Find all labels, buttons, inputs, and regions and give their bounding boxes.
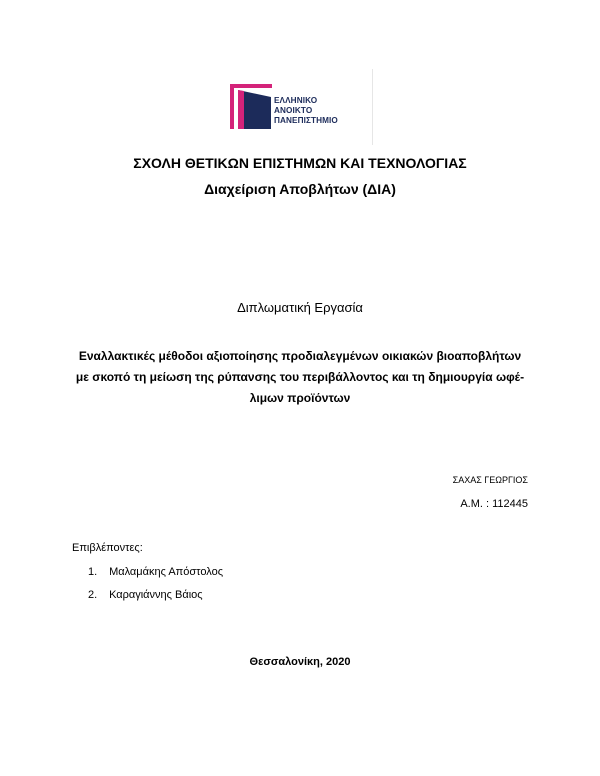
- supervisor-name: Μαλαμάκης Απόστολος: [109, 566, 224, 578]
- student-id: Α.Μ. : 112445: [460, 498, 528, 510]
- department-name: Διαχείριση Αποβλήτων (ΔΙΑ): [204, 181, 396, 197]
- school-name: ΣΧΟΛΗ ΘΕΤΙΚΩΝ ΕΠΙΣΤΗΜΩΝ ΚΑΙ ΤΕΧΝΟΛΟΓΙΑΣ: [133, 155, 467, 171]
- list-item-number: 2.: [88, 589, 98, 601]
- thesis-title: [0, 346, 600, 409]
- thesis-title-line-2: με σκοπό τη μείωση της ρύπανσης του περιβάλλοντος και τη δημιουργία ωφέ-: [75, 370, 525, 384]
- logo-line-2: ΑΝΟΙΚΤΟ: [274, 106, 313, 115]
- university-logo: [219, 69, 373, 145]
- list-item: [88, 589, 223, 612]
- university-logo-text: [274, 96, 338, 126]
- thesis-title-line-1: Εναλλακτικές μέθοδοι αξιοποίησης προδιαλεγμένων οικιακών βιοαποβλήτων: [78, 349, 522, 363]
- thesis-type: Διπλωματική Εργασία: [237, 300, 363, 315]
- list-item: [88, 566, 223, 589]
- author-name: ΣΑΧΑΣ ΓΕΩΡΓΙΟΣ: [452, 475, 528, 485]
- logo-line-1: ΕΛΛΗΝΙΚΟ: [274, 96, 318, 105]
- list-item-number: 1.: [88, 566, 98, 578]
- logo-line-3: ΠΑΝΕΠΙΣΤΗΜΙΟ: [274, 116, 338, 125]
- supervisor-name: Καραγιάννης Βάιος: [109, 589, 203, 601]
- thesis-title-line-3: λιμων προϊόντων: [249, 391, 351, 405]
- supervisors-label: Επιβλέποντες:: [72, 542, 143, 554]
- university-logo-mark: [230, 84, 275, 129]
- place-and-date: Θεσσαλονίκη, 2020: [249, 656, 351, 668]
- supervisors-list: [88, 566, 223, 612]
